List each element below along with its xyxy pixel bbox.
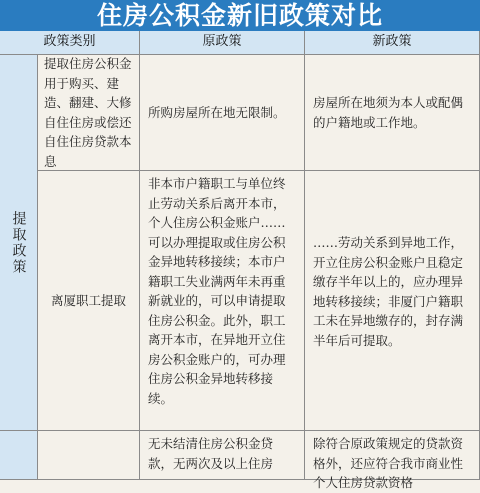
row2-old-policy: 非本市户籍职工与单位终止劳动关系后离开本市，个人住房公积金账户……可以办理提取或住房公积金异地转移接续；本市户籍职工失业满两年未再重新就业的，可以申请提取住房公积金。此外，职工离开本市，在异地开立住房公积金账户的，可办理住房公积金异地转移接续。 xyxy=(140,171,305,431)
row2-category: 离厦职工提取 xyxy=(38,171,140,431)
policy-comparison-table xyxy=(0,31,480,490)
row3-category xyxy=(38,431,140,480)
section-label-withdrawal: 提取政策 xyxy=(0,55,38,431)
row1-new-policy: 房屋所在地须为本人或配偶的户籍地或工作地。 xyxy=(305,55,480,171)
header-old-policy: 原政策 xyxy=(140,31,305,55)
page-title: 住房公积金新旧政策对比 xyxy=(0,0,480,31)
row3-section-label xyxy=(0,431,38,480)
row1-old-policy: 所购房屋所在地无限制。 xyxy=(140,55,305,171)
header-new-policy: 新政策 xyxy=(305,31,480,55)
row2-new-policy: ……劳动关系到异地工作，开立住房公积金账户且稳定缴存半年以上的，应办理异地转移接续；非厦门户籍职工未在异地缴存的，封存满半年后可提取。 xyxy=(305,171,480,431)
row3-old-policy: 无未结清住房公积金贷款，无两次及以上住房 xyxy=(140,431,305,480)
row1-category: 提取住房公积金用于购买、建造、翻建、大修自住住房或偿还自住住房贷款本息 xyxy=(38,55,140,171)
row3-new-policy: 除符合原政策规定的贷款资格外，还应符合我市商业性个人住房贷款资格 xyxy=(305,431,480,480)
header-category: 政策类别 xyxy=(0,31,140,55)
